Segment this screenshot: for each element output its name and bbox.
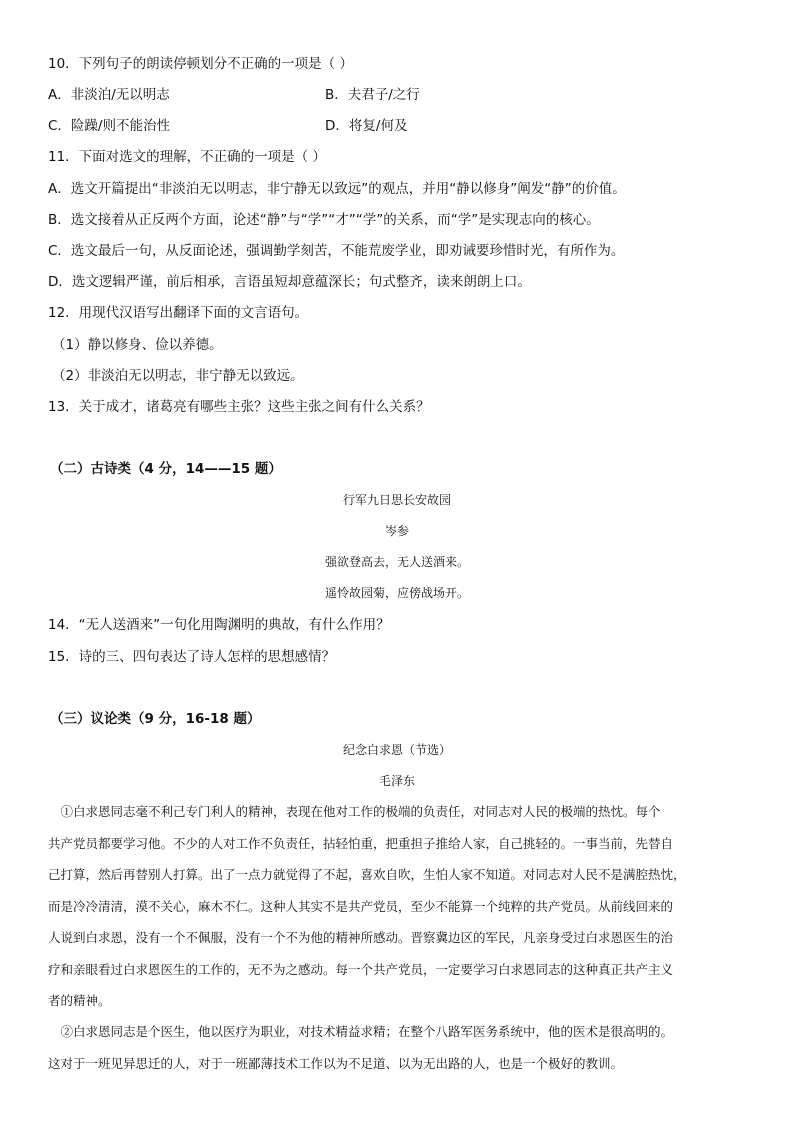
section2-heading: （二）古诗类（4 分，14——15 题）: [50, 461, 282, 477]
q15-stem: 15．诗的三、四句表达了诗人怎样的思想感情？: [48, 649, 336, 665]
q10-option-a: A．非淡泊/无以明志: [48, 87, 170, 103]
article-p1-line: 疗和亲眼看过白求恩医生的工作的，无不为之感动。每一个共产党员，一定要学习白求恩同志的这种真正共产主义: [48, 961, 674, 977]
q10-option-d: D．将复/何及: [325, 118, 408, 134]
q11-option-b: B．选文接着从正反两个方面，论述“静”与“学”“才”“学”的关系，而“学”是实现志向的核心。: [48, 212, 600, 228]
poem-line-1: 强欲登高去，无人送酒来。: [324, 555, 469, 569]
q11-option-a: A．选文开篇提出“非淡泊无以明志，非宁静无以致远”的观点，并用“静以修身”阐发“静”的价值。: [48, 181, 626, 197]
q12-item-1: （1）静以修身、俭以养德。: [52, 337, 223, 353]
poem-line-2: 遥怜故园菊，应傍战场开。: [324, 586, 469, 600]
q12-item-2: （2）非淡泊无以明志，非宁静无以致远。: [52, 368, 304, 384]
q12-stem: 12．用现代汉语写出翻译下面的文言语句。: [48, 305, 309, 321]
q10-option-c: C．险躁/则不能治性: [48, 118, 170, 134]
article-author: 毛泽东: [378, 774, 415, 788]
article-p2-line: 这对于一班见异思迁的人，对于一班鄙薄技术工作以为不足道、以为无出路的人，也是一个极好的教训。: [48, 1055, 624, 1071]
q11-option-c: C．选文最后一句，从反面论述，强调勤学刻苦，不能荒废学业，即劝诫要珍惜时光，有所作为。: [48, 243, 625, 259]
article-p1-line: ①白求恩同志毫不利己专门利人的精神，表现在他对工作的极端的负责任，对同志对人民的极端的热忱。每个: [60, 804, 661, 819]
article-p1-line: 共产党员都要学习他。不少的人对工作不负责任，拈轻怕重，把重担子推给人家，自己挑轻的。一事当前，先替自: [48, 835, 674, 851]
q13-stem: 13．关于成才，诸葛亮有哪些主张？这些主张之间有什么关系？: [48, 399, 430, 415]
article-paragraph-1: [48, 796, 748, 1017]
article-title: 纪念白求恩（节选）: [342, 743, 451, 757]
q11-option-d: D．选文逻辑严谨，前后相承，言语虽短却意蕴深长；句式整齐，读来朗朗上口。: [48, 274, 531, 290]
q11-stem: 11．下面对选文的理解，不正确的一项是（ ）: [48, 149, 326, 165]
article-p1-line: 人说到白求恩，没有一个不佩服，没有一个不为他的精神所感动。晋察冀边区的军民，凡亲身受过白求恩医生的治: [48, 930, 674, 945]
article-p1-line: 者的精神。: [48, 993, 111, 1008]
q10-option-b: B．夫君子/之行: [325, 87, 420, 103]
article-paragraph-2: [48, 1016, 748, 1079]
section3-heading: （三）议论类（9 分，16-18 题）: [50, 711, 261, 727]
article-p2-line: ②白求恩同志是个医生，他以医疗为职业，对技术精益求精；在整个八路军医务系统中，他的医术是很高明的。: [60, 1024, 674, 1039]
poem-author: 岑参: [384, 524, 409, 538]
article-p1-line: 而是冷冷清清，漠不关心，麻木不仁。这种人其实不是共产党员，至少不能算一个纯粹的共产党员。从前线回来的: [48, 898, 674, 914]
poem-title: 行军九日思长安故园: [342, 493, 451, 507]
q10-stem: 10．下列句子的朗读停顿划分不正确的一项是（ ）: [48, 56, 353, 72]
q14-stem: 14．“无人送酒来”一句化用陶渊明的典故，有什么作用？: [48, 617, 390, 633]
article-p1-line: 己打算，然后再替别人打算。出了一点力就觉得了不起，喜欢自吹，生怕人家不知道。对同志对人民不是满腔热忱，: [48, 867, 686, 882]
